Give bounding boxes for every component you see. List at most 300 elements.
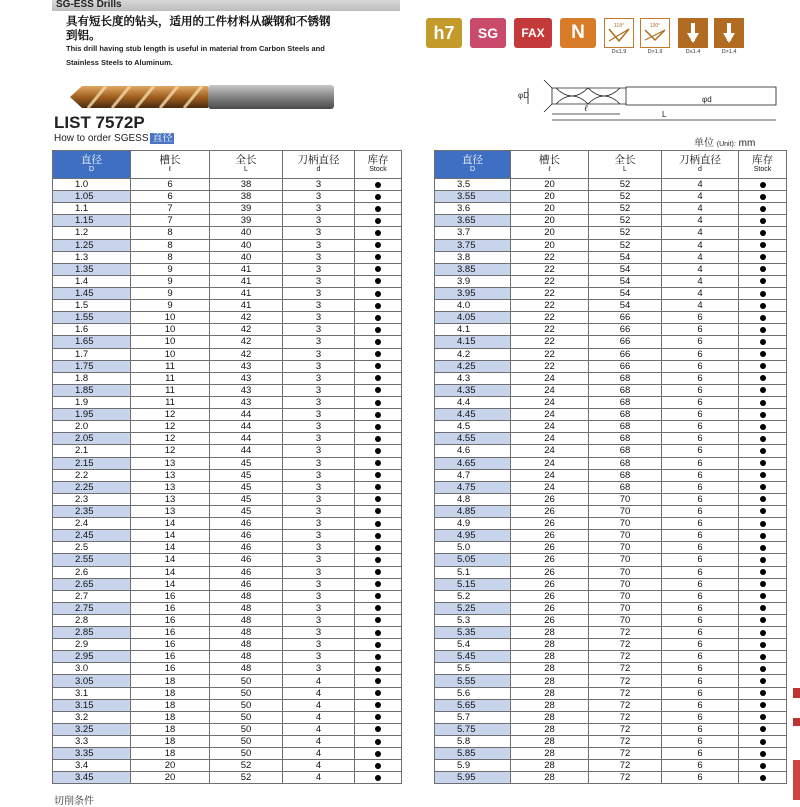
- in-stock-dot-icon: [760, 400, 766, 406]
- in-stock-dot-icon: [760, 303, 766, 309]
- flute-length-cell: 11: [131, 372, 210, 384]
- table-row: [435, 348, 787, 360]
- flute-length-cell: 6: [131, 179, 210, 191]
- flute-length-cell: 26: [511, 530, 589, 542]
- stock-cell: [355, 760, 402, 772]
- flute-length-cell: 28: [511, 627, 589, 639]
- diameter-cell: 3.85: [435, 263, 511, 275]
- diameter-cell: 5.15: [435, 578, 511, 590]
- svg-text:φd: φd: [702, 95, 712, 104]
- shank-diameter-cell: 6: [662, 663, 739, 675]
- table-row: [435, 554, 787, 566]
- table-row: [435, 324, 787, 336]
- diameter-cell: 2.55: [53, 554, 131, 566]
- table-row: [53, 590, 402, 602]
- diameter-cell: 1.6: [53, 324, 131, 336]
- stock-cell: [355, 505, 402, 517]
- diameter-cell: 5.0: [435, 542, 511, 554]
- in-stock-dot-icon: [760, 412, 766, 418]
- stock-cell: [355, 275, 402, 287]
- table-row: [53, 614, 402, 626]
- shank-diameter-cell: 6: [662, 614, 739, 626]
- shank-diameter-cell: 6: [662, 409, 739, 421]
- flute-length-cell: 9: [131, 300, 210, 312]
- coolant-lt14-label: D≤1.4: [685, 49, 701, 55]
- in-stock-dot-icon: [760, 387, 766, 393]
- flute-length-cell: 24: [511, 433, 589, 445]
- shank-diameter-cell: 3: [283, 602, 355, 614]
- flute-length-cell: 8: [131, 227, 210, 239]
- overall-length-cell: 54: [589, 263, 662, 275]
- stock-cell: [739, 469, 787, 481]
- overall-length-cell: 52: [210, 760, 283, 772]
- in-stock-dot-icon: [375, 654, 381, 660]
- table-row: [53, 505, 402, 517]
- table-row: [53, 481, 402, 493]
- shank-diameter-cell: 3: [283, 421, 355, 433]
- spec-table-left: [52, 150, 402, 784]
- table-row: [53, 566, 402, 578]
- coolant-gt14-label: D>1.4: [721, 49, 737, 55]
- in-stock-dot-icon: [760, 278, 766, 284]
- shank-diameter-cell: 6: [662, 505, 739, 517]
- overall-length-cell: 70: [589, 493, 662, 505]
- stock-cell: [355, 518, 402, 530]
- diameter-cell: 5.95: [435, 772, 511, 784]
- overall-length-cell: 39: [210, 215, 283, 227]
- table-row: [435, 384, 787, 396]
- in-stock-dot-icon: [375, 278, 381, 284]
- flute-length-cell: 22: [511, 312, 589, 324]
- diameter-cell: 4.0: [435, 300, 511, 312]
- stock-cell: [355, 409, 402, 421]
- shank-diameter-cell: 3: [283, 590, 355, 602]
- shank-diameter-cell: 6: [662, 760, 739, 772]
- flute-length-cell: 22: [511, 251, 589, 263]
- shank-diameter-cell: 3: [283, 360, 355, 372]
- flute-length-cell: 28: [511, 736, 589, 748]
- stock-cell: [739, 566, 787, 578]
- diameter-cell: 4.7: [435, 469, 511, 481]
- flute-length-cell: 26: [511, 493, 589, 505]
- overall-length-cell: 72: [589, 699, 662, 711]
- table-row: [53, 348, 402, 360]
- in-stock-dot-icon: [760, 533, 766, 539]
- shank-diameter-cell: 3: [283, 518, 355, 530]
- in-stock-dot-icon: [760, 763, 766, 769]
- diameter-cell: 1.9: [53, 396, 131, 408]
- in-stock-dot-icon: [375, 702, 381, 708]
- shank-diameter-cell: 3: [283, 227, 355, 239]
- overall-length-cell: 38: [210, 191, 283, 203]
- stock-cell: [355, 191, 402, 203]
- stock-cell: [355, 203, 402, 215]
- col-shank-diameter: 刀柄直径 d: [662, 151, 739, 179]
- flute-length-cell: 28: [511, 772, 589, 784]
- overall-length-cell: 46: [210, 518, 283, 530]
- flute-length-cell: 12: [131, 433, 210, 445]
- stock-cell: [355, 736, 402, 748]
- in-stock-dot-icon: [375, 363, 381, 369]
- diameter-cell: 1.85: [53, 384, 131, 396]
- diameter-cell: 4.6: [435, 445, 511, 457]
- diameter-cell: 4.85: [435, 505, 511, 517]
- stock-cell: [355, 590, 402, 602]
- shank-diameter-cell: 6: [662, 542, 739, 554]
- flute-length-cell: 12: [131, 421, 210, 433]
- how-to-order: [54, 129, 174, 144]
- diameter-cell: 4.8: [435, 493, 511, 505]
- diameter-cell: 1.55: [53, 312, 131, 324]
- diameter-cell: 3.75: [435, 239, 511, 251]
- in-stock-dot-icon: [760, 508, 766, 514]
- stock-cell: [739, 505, 787, 517]
- in-stock-dot-icon: [375, 751, 381, 757]
- shank-diameter-cell: 6: [662, 675, 739, 687]
- table-row: [435, 687, 787, 699]
- stock-cell: [355, 711, 402, 723]
- stock-cell: [355, 663, 402, 675]
- flute-length-cell: 18: [131, 723, 210, 735]
- in-stock-dot-icon: [375, 739, 381, 745]
- overall-length-cell: 70: [589, 530, 662, 542]
- overall-length-cell: 70: [589, 602, 662, 614]
- diameter-cell: 1.2: [53, 227, 131, 239]
- shank-diameter-cell: 4: [283, 760, 355, 772]
- diameter-cell: 5.4: [435, 639, 511, 651]
- diameter-cell: 1.75: [53, 360, 131, 372]
- in-stock-dot-icon: [760, 484, 766, 490]
- in-stock-dot-icon: [760, 448, 766, 454]
- in-stock-dot-icon: [760, 678, 766, 684]
- flute-length-cell: 11: [131, 396, 210, 408]
- in-stock-dot-icon: [760, 363, 766, 369]
- in-stock-dot-icon: [760, 424, 766, 430]
- flute-length-cell: 18: [131, 687, 210, 699]
- diameter-cell: 3.8: [435, 251, 511, 263]
- shank-diameter-cell: 4: [662, 179, 739, 191]
- point-angle-118-label: D≤1.9: [611, 49, 627, 55]
- series-title: SG-ESS Drills: [56, 0, 122, 10]
- in-stock-dot-icon: [375, 424, 381, 430]
- flute-length-cell: 7: [131, 203, 210, 215]
- shank-diameter-cell: 3: [283, 530, 355, 542]
- side-tab-marker: [793, 718, 800, 726]
- table-row: [53, 578, 402, 590]
- in-stock-dot-icon: [375, 400, 381, 406]
- in-stock-dot-icon: [375, 630, 381, 636]
- overall-length-cell: 70: [589, 566, 662, 578]
- stock-cell: [739, 251, 787, 263]
- overall-length-cell: 42: [210, 336, 283, 348]
- overall-length-cell: 45: [210, 481, 283, 493]
- shank-diameter-cell: 6: [662, 627, 739, 639]
- shank-diameter-cell: 3: [283, 263, 355, 275]
- overall-length-cell: 72: [589, 675, 662, 687]
- in-stock-dot-icon: [375, 230, 381, 236]
- overall-length-cell: 42: [210, 312, 283, 324]
- shank-diameter-cell: 3: [283, 566, 355, 578]
- stock-cell: [739, 421, 787, 433]
- table-row: [53, 215, 402, 227]
- flute-length-cell: 28: [511, 639, 589, 651]
- table-row: [435, 409, 787, 421]
- flute-length-cell: 16: [131, 627, 210, 639]
- flute-length-cell: 22: [511, 324, 589, 336]
- stock-cell: [355, 614, 402, 626]
- diameter-cell: 3.6: [435, 203, 511, 215]
- stock-cell: [739, 215, 787, 227]
- stock-cell: [355, 384, 402, 396]
- flute-length-cell: 14: [131, 530, 210, 542]
- flute-length-cell: 13: [131, 493, 210, 505]
- overall-length-cell: 48: [210, 590, 283, 602]
- shank-diameter-cell: 4: [662, 215, 739, 227]
- stock-cell: [355, 348, 402, 360]
- stock-cell: [355, 396, 402, 408]
- table-row: [53, 396, 402, 408]
- overall-length-cell: 52: [210, 772, 283, 784]
- diameter-cell: 3.4: [53, 760, 131, 772]
- flute-length-cell: 18: [131, 699, 210, 711]
- table-row: [53, 469, 402, 481]
- diameter-cell: 1.15: [53, 215, 131, 227]
- stock-cell: [739, 300, 787, 312]
- how-to-order-tag: 直径: [152, 133, 173, 144]
- stock-cell: [739, 578, 787, 590]
- stock-cell: [739, 227, 787, 239]
- in-stock-dot-icon: [375, 690, 381, 696]
- diameter-cell: 3.5: [435, 179, 511, 191]
- stock-cell: [739, 736, 787, 748]
- in-stock-dot-icon: [760, 291, 766, 297]
- overall-length-cell: 44: [210, 445, 283, 457]
- shank-diameter-cell: 6: [662, 554, 739, 566]
- shank-diameter-cell: 4: [662, 287, 739, 299]
- overall-length-cell: 68: [589, 372, 662, 384]
- tolerance-badge: h7: [426, 18, 462, 48]
- diameter-cell: 5.55: [435, 675, 511, 687]
- overall-length-cell: 66: [589, 348, 662, 360]
- shank-diameter-cell: 6: [662, 518, 739, 530]
- table-row: [435, 760, 787, 772]
- shank-diameter-cell: 6: [662, 360, 739, 372]
- table-row: [435, 433, 787, 445]
- in-stock-dot-icon: [375, 763, 381, 769]
- shank-diameter-cell: 6: [662, 772, 739, 784]
- shank-diameter-cell: 6: [662, 699, 739, 711]
- in-stock-dot-icon: [760, 630, 766, 636]
- shank-diameter-cell: 6: [662, 481, 739, 493]
- table-row: [435, 772, 787, 784]
- table-row: [53, 627, 402, 639]
- flute-length-cell: 13: [131, 481, 210, 493]
- flute-length-cell: 16: [131, 614, 210, 626]
- overall-length-cell: 43: [210, 360, 283, 372]
- overall-length-cell: 52: [589, 239, 662, 251]
- diameter-cell: 5.25: [435, 602, 511, 614]
- diameter-cell: 5.7: [435, 711, 511, 723]
- in-stock-dot-icon: [760, 230, 766, 236]
- shank-diameter-cell: 4: [283, 736, 355, 748]
- flute-length-cell: 6: [131, 191, 210, 203]
- overall-length-cell: 70: [589, 590, 662, 602]
- stock-cell: [739, 312, 787, 324]
- table-row: [53, 457, 402, 469]
- table-row: [435, 251, 787, 263]
- stock-cell: [355, 651, 402, 663]
- shank-diameter-cell: 3: [283, 481, 355, 493]
- table-row: [53, 711, 402, 723]
- diameter-cell: 5.2: [435, 590, 511, 602]
- overall-length-cell: 70: [589, 542, 662, 554]
- stock-cell: [355, 179, 402, 191]
- svg-text:ℓ: ℓ: [584, 103, 588, 113]
- diameter-cell: 2.8: [53, 614, 131, 626]
- col-flute-length: 槽长 ℓ: [511, 151, 589, 179]
- flute-length-cell: 13: [131, 457, 210, 469]
- stock-cell: [739, 275, 787, 287]
- table-row: [53, 433, 402, 445]
- overall-length-cell: 52: [589, 227, 662, 239]
- diameter-cell: 1.0: [53, 179, 131, 191]
- in-stock-dot-icon: [760, 242, 766, 248]
- shank-diameter-cell: 6: [662, 748, 739, 760]
- shank-diameter-cell: 3: [283, 384, 355, 396]
- diameter-cell: 5.6: [435, 687, 511, 699]
- shank-diameter-cell: 6: [662, 312, 739, 324]
- flute-length-cell: 16: [131, 590, 210, 602]
- diameter-cell: 2.1: [53, 445, 131, 457]
- col-stock: 库存 Stock: [355, 151, 402, 179]
- overall-length-cell: 68: [589, 384, 662, 396]
- stock-cell: [355, 421, 402, 433]
- overall-length-cell: 40: [210, 239, 283, 251]
- table-row: [435, 723, 787, 735]
- overall-length-cell: 72: [589, 711, 662, 723]
- diameter-cell: 4.45: [435, 409, 511, 421]
- overall-length-cell: 50: [210, 699, 283, 711]
- table-row: [435, 360, 787, 372]
- diameter-cell: 3.25: [53, 723, 131, 735]
- overall-length-cell: 45: [210, 505, 283, 517]
- in-stock-dot-icon: [375, 351, 381, 357]
- overall-length-cell: 68: [589, 481, 662, 493]
- flute-length-cell: 26: [511, 505, 589, 517]
- diameter-cell: 2.3: [53, 493, 131, 505]
- flute-length-cell: 24: [511, 409, 589, 421]
- flute-length-cell: 24: [511, 372, 589, 384]
- diameter-cell: 1.25: [53, 239, 131, 251]
- stock-cell: [355, 433, 402, 445]
- description-english: [66, 42, 406, 70]
- shank-diameter-cell: 3: [283, 505, 355, 517]
- stock-cell: [739, 699, 787, 711]
- overall-length-cell: 44: [210, 409, 283, 421]
- in-stock-dot-icon: [760, 254, 766, 260]
- diameter-cell: 3.2: [53, 711, 131, 723]
- series-header-bar: [52, 0, 400, 11]
- diameter-cell: 3.35: [53, 748, 131, 760]
- in-stock-dot-icon: [760, 714, 766, 720]
- table-row: [53, 675, 402, 687]
- stock-cell: [739, 263, 787, 275]
- stock-cell: [355, 372, 402, 384]
- shank-diameter-cell: 3: [283, 627, 355, 639]
- diameter-cell: 5.65: [435, 699, 511, 711]
- table-row: [53, 372, 402, 384]
- shank-diameter-cell: 4: [283, 748, 355, 760]
- shank-diameter-cell: 3: [283, 300, 355, 312]
- diameter-cell: 2.45: [53, 530, 131, 542]
- diameter-cell: 2.4: [53, 518, 131, 530]
- shank-diameter-cell: 6: [662, 602, 739, 614]
- stock-cell: [355, 457, 402, 469]
- shank-diameter-cell: 3: [283, 651, 355, 663]
- in-stock-dot-icon: [375, 206, 381, 212]
- in-stock-dot-icon: [760, 642, 766, 648]
- table-row: [53, 263, 402, 275]
- in-stock-dot-icon: [375, 581, 381, 587]
- stock-cell: [355, 554, 402, 566]
- shank-diameter-cell: 3: [283, 433, 355, 445]
- diameter-cell: 1.4: [53, 275, 131, 287]
- in-stock-dot-icon: [375, 617, 381, 623]
- diameter-cell: 2.35: [53, 505, 131, 517]
- shank-diameter-cell: 3: [283, 445, 355, 457]
- diameter-cell: 2.65: [53, 578, 131, 590]
- diameter-cell: 3.1: [53, 687, 131, 699]
- stock-cell: [739, 445, 787, 457]
- overall-length-cell: 52: [589, 179, 662, 191]
- unit-value: mm: [738, 138, 756, 149]
- table-row: [435, 711, 787, 723]
- stock-cell: [355, 772, 402, 784]
- overall-length-cell: 72: [589, 723, 662, 735]
- table-row: [435, 493, 787, 505]
- stock-cell: [739, 687, 787, 699]
- in-stock-dot-icon: [375, 254, 381, 260]
- table-row: [53, 772, 402, 784]
- flute-length-cell: 24: [511, 481, 589, 493]
- flute-length-cell: 24: [511, 421, 589, 433]
- table-row: [435, 179, 787, 191]
- flute-length-cell: 10: [131, 336, 210, 348]
- diameter-cell: 3.55: [435, 191, 511, 203]
- overall-length-cell: 46: [210, 554, 283, 566]
- diameter-cell: 1.5: [53, 300, 131, 312]
- shank-diameter-cell: 6: [662, 687, 739, 699]
- table-row: [435, 469, 787, 481]
- stock-cell: [355, 602, 402, 614]
- shank-diameter-cell: 3: [283, 493, 355, 505]
- table-row: [53, 300, 402, 312]
- overall-length-cell: 68: [589, 396, 662, 408]
- flute-length-cell: 20: [511, 203, 589, 215]
- side-tab-marker: [793, 760, 800, 800]
- in-stock-dot-icon: [760, 654, 766, 660]
- in-stock-dot-icon: [375, 387, 381, 393]
- diameter-cell: 2.9: [53, 639, 131, 651]
- overall-length-cell: 54: [589, 251, 662, 263]
- shank-diameter-cell: 3: [283, 239, 355, 251]
- flute-length-cell: 26: [511, 578, 589, 590]
- helix-badge: N: [560, 18, 596, 48]
- diameter-cell: 4.55: [435, 433, 511, 445]
- col-diameter: 直径 D: [435, 151, 511, 179]
- diameter-cell: 4.35: [435, 384, 511, 396]
- flute-length-cell: 10: [131, 312, 210, 324]
